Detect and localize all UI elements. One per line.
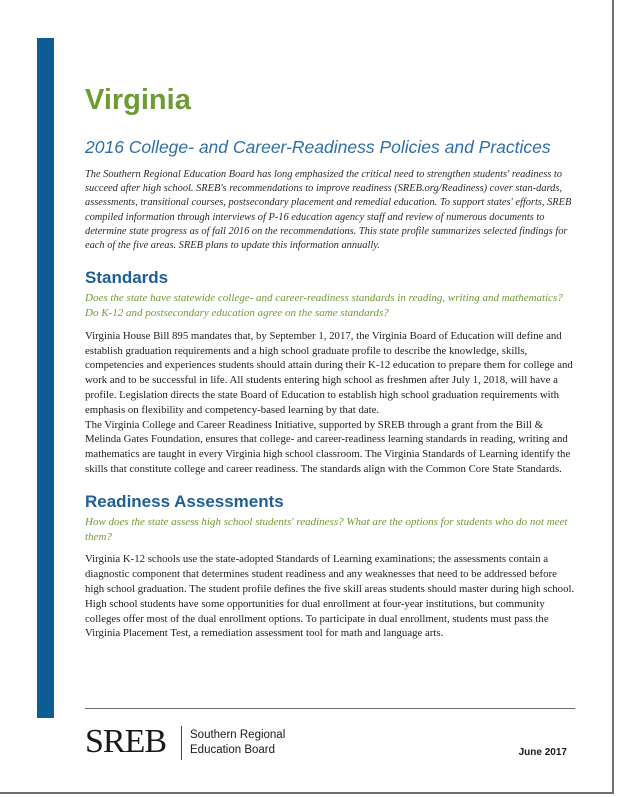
organization-name-line-1: Southern Regional: [190, 729, 286, 741]
body-paragraph: Virginia K-12 schools use the state-adopted Standards of Learning examinations; the assessments contain a diagnostic component that determines student readiness and any weaknesses that need to be addressed before high school graduation. The student profile defines the five skill areas students should master during high school. High school students have some opportunities for dual enrollment at four-year institutions, but community colleges offer most of the dual enrollment options. To participate in dual enrollment, students must pass the Virginia Placement Test, a remediation assessment tool for math and language arts.: [85, 553, 575, 640]
section-question-readiness-assessments: How does the state assess high school students' readiness? What are the options for students who do not meet them?: [85, 515, 568, 543]
page-subtitle: 2016 College- and Career-Readiness Policies and Practices: [85, 137, 551, 157]
page-content: [85, 80, 575, 641]
organization-name: [190, 728, 285, 758]
page-footer: [85, 720, 575, 770]
footer-divider: [85, 708, 575, 709]
section-heading-standards: Standards: [85, 268, 169, 288]
section-heading-readiness-assessments: Readiness Assessments: [85, 491, 284, 511]
section-question-standards: Does the state have statewide college- and career-readiness standards in reading, writing and mathematics? Do K-12 and postsecondary education agree on the same standards?: [85, 292, 563, 320]
logo-divider: [181, 726, 182, 760]
organization-name-line-2: Education Board: [190, 744, 276, 756]
intro-paragraph: The Southern Regional Education Board has long emphasized the critical need to strengthen students' readiness to succeed after high school. SREB's recommendations to improve readiness (SREB.org/Readiness) cover stan-dards, assessments, transitional courses, postsecondary placement and remedial education. To support states' efforts, SREB compiled information through interviews of P-16 education agency staff and review of numerous documents to determine state progress as of fall 2016 on the recommendations. This state profile summarizes selected findings for each of the five areas. SREB plans to update this information annually.: [85, 169, 572, 252]
sreb-logo: SREB: [85, 723, 167, 760]
side-accent-bar: [37, 38, 54, 718]
publication-date: June 2017: [518, 747, 567, 758]
body-paragraph: Virginia House Bill 895 mandates that, by September 1, 2017, the Virginia Board of Education will define and establish graduation requirements and a high school graduate profile to describe the knowledge, skills, competencies and experiences students should attain during their K-12 education to prepare them for college and work and to be successful in life. All students entering high school as freshmen after July 1, 2018, will have a profile. Legislation directs the state Board of Education to establish high school graduation requirements with emphasis on flexibility and competency-based learning by that date.: [85, 329, 573, 416]
section-body-readiness-assessments: [85, 552, 575, 641]
page-title: Virginia: [85, 84, 191, 116]
section-standards: [85, 267, 575, 477]
body-paragraph: The Virginia College and Career Readiness Initiative, supported by SREB through a grant from the Bill & Melinda Gates Foundation, ensures that college- and career-readiness learning standards in reading, writing and mathematics are taught in every Virginia high school classroom. The Virginia Standards of Learning identify the skills that constitute college and career readiness. The standards align with the Common Core State Standards.: [85, 418, 571, 475]
section-body-standards: [85, 329, 575, 477]
section-readiness-assessments: [85, 491, 575, 641]
